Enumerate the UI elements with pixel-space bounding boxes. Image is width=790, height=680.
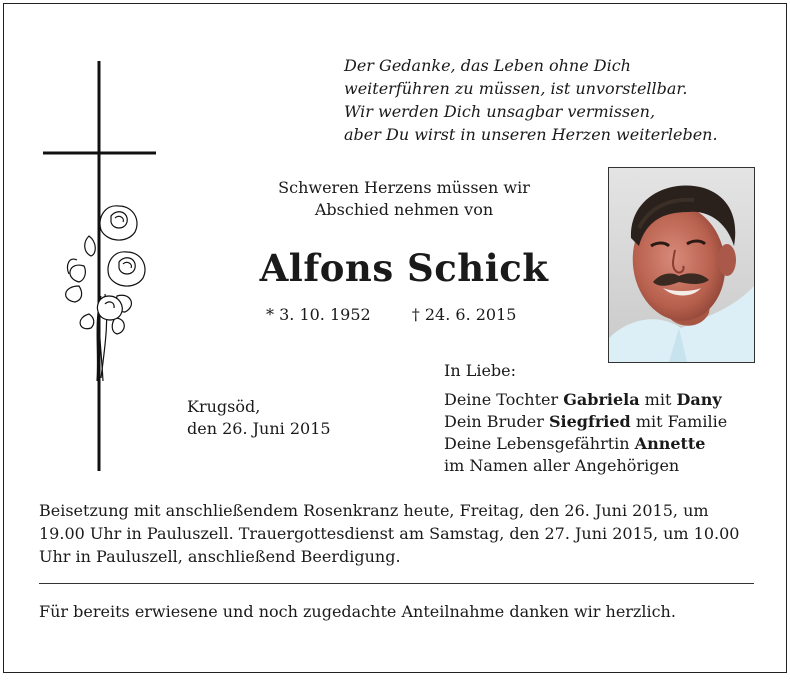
birth-date: * 3. 10. 1952 [266,305,371,324]
mourner-name: Annette [634,434,706,453]
mourner-text: mit [639,390,677,409]
mourner-line [444,389,727,411]
poem [344,54,718,146]
mourners-list [444,360,727,477]
mourner-line [444,433,727,455]
place-town: Krugsöd, [187,397,261,416]
divider [39,583,754,584]
death-date: † 24. 6. 2015 [411,305,517,324]
mourner-line: im Namen aller Angehörigen [444,456,680,475]
place-date: den 26. Juni 2015 [187,419,331,438]
intro-text [244,177,564,221]
life-dates [266,305,516,324]
mourner-line [444,411,727,433]
mourner-text: Dein Bruder [444,412,549,431]
mourners-heading: In Liebe: [444,361,517,380]
cross-icon [39,56,164,476]
mourner-text: mit Familie [630,412,728,431]
poem-line: weiterführen zu müssen, ist unvorstellbar. [344,79,688,98]
mourner-name: Siegfried [548,412,631,431]
portrait-image [609,168,754,362]
thanks-note: Für bereits erwiesene und noch zugedachte Anteilnahme danken wir herzlich. [39,602,676,621]
intro-line-2: Abschied nehmen von [314,200,494,219]
place-and-date [187,396,331,440]
poem-line: Der Gedanke, das Leben ohne Dich [344,56,631,75]
poem-line: aber Du wirst in unseren Herzen weiterleben. [344,125,718,144]
obituary-notice [3,3,787,673]
mourner-text: Deine Lebensgefährtin [444,434,635,453]
deceased-name: Alfons Schick [259,246,549,290]
mourner-name: Gabriela [563,390,640,409]
mourner-text: Deine Tochter [444,390,564,409]
mourner-name: Dany [676,390,722,409]
intro-line-1: Schweren Herzens müssen wir [278,178,530,197]
portrait-photo [608,167,755,363]
roses-icon [66,206,145,381]
poem-line: Wir werden Dich unsagbar vermissen, [344,102,656,121]
funeral-details: Beisetzung mit anschließendem Rosenkranz heute, Freitag, den 26. Juni 2015, um 19.00 Uhr in Pauluszell. Trauergottesdienst am Samstag, den 27. Juni 2015, um 10.00 Uhr in Pauluszell, anschließend Beerdigung. [39,501,740,566]
